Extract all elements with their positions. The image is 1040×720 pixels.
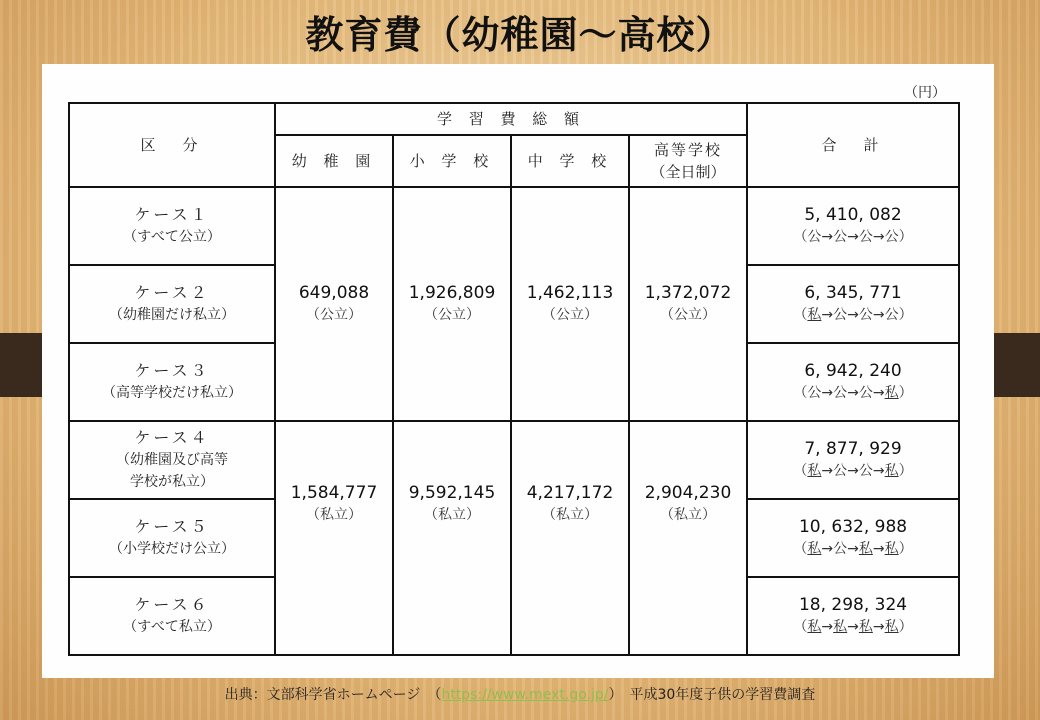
private-high-school-amount: 2,904,230 bbox=[644, 483, 732, 503]
unit-label: （円） bbox=[904, 85, 946, 101]
public-elementary-cell bbox=[393, 187, 511, 421]
header-high-school bbox=[629, 135, 747, 187]
case-4-total-cell bbox=[747, 421, 959, 499]
case-5-path: （私→公→私→私） bbox=[793, 541, 913, 557]
case-5-name: ケース５ bbox=[134, 517, 210, 536]
public-label: （公立） bbox=[424, 307, 480, 323]
private-kindergarten-cell bbox=[275, 421, 393, 655]
case-3-name: ケース３ bbox=[134, 361, 210, 380]
case-3-total: 6, 942, 240 bbox=[804, 361, 902, 381]
case-2-label bbox=[69, 265, 275, 343]
case-5-label bbox=[69, 499, 275, 577]
case-1-label bbox=[69, 187, 275, 265]
header-kindergarten: 幼 稚 園 bbox=[275, 135, 393, 187]
case-1-path: （公→公→公→公） bbox=[793, 229, 913, 245]
header-high-school-line2: （全日制） bbox=[650, 163, 726, 181]
case-4-path: （私→公→公→私） bbox=[793, 463, 913, 479]
case-4-total: 7, 877, 929 bbox=[804, 439, 902, 459]
public-kindergarten-amount: 649,088 bbox=[298, 283, 370, 303]
case-4-name: ケース４ bbox=[134, 428, 210, 447]
private-elementary-amount: 9,592,145 bbox=[408, 483, 496, 503]
case-6-label bbox=[69, 577, 275, 655]
case-1-total-cell bbox=[747, 187, 959, 265]
case-6-desc: （すべて私立） bbox=[123, 619, 221, 635]
private-label: （私立） bbox=[542, 507, 598, 523]
private-kindergarten-amount: 1,584,777 bbox=[290, 483, 378, 503]
public-high-school-amount: 1,372,072 bbox=[644, 283, 732, 303]
public-kindergarten-cell bbox=[275, 187, 393, 421]
case-1-total: 5, 410, 082 bbox=[804, 205, 902, 225]
case-3-total-cell bbox=[747, 343, 959, 421]
case-1-desc: （すべて公立） bbox=[123, 229, 221, 245]
case-2-desc: （幼稚園だけ私立） bbox=[109, 307, 235, 323]
case-3-path: （公→公→公→私） bbox=[793, 385, 913, 401]
case-5-desc: （小学校だけ公立） bbox=[109, 541, 235, 557]
case-3-label bbox=[69, 343, 275, 421]
public-elementary-amount: 1,926,809 bbox=[408, 283, 496, 303]
public-high-school-cell bbox=[629, 187, 747, 421]
case-4-label bbox=[69, 421, 275, 499]
header-elementary: 小 学 校 bbox=[393, 135, 511, 187]
case-2-total-cell bbox=[747, 265, 959, 343]
header-total-study-cost: 学 習 費 総 額 bbox=[275, 103, 747, 135]
case-3-desc: （高等学校だけ私立） bbox=[102, 385, 242, 401]
case-2-path: （私→公→公→公） bbox=[793, 307, 913, 323]
private-junior-high-cell bbox=[511, 421, 629, 655]
document-sheet bbox=[42, 64, 994, 678]
case-6-path: （私→私→私→私） bbox=[793, 619, 913, 635]
source-suffix: ） 平成30年度子供の学習費調査 bbox=[608, 687, 816, 703]
case-1-name: ケース１ bbox=[134, 205, 210, 224]
header-junior-high: 中 学 校 bbox=[511, 135, 629, 187]
header-sum: 合 計 bbox=[747, 103, 959, 187]
public-label: （公立） bbox=[306, 307, 362, 323]
public-junior-high-amount: 1,462,113 bbox=[526, 283, 614, 303]
header-category: 区 分 bbox=[69, 103, 275, 187]
case-5-total: 10, 632, 988 bbox=[798, 517, 908, 537]
private-junior-high-amount: 4,217,172 bbox=[526, 483, 614, 503]
case-4-desc-line2: 学校が私立） bbox=[130, 474, 214, 490]
case-6-name: ケース６ bbox=[134, 595, 210, 614]
private-high-school-cell bbox=[629, 421, 747, 655]
public-label: （公立） bbox=[660, 307, 716, 323]
source-link[interactable]: https://www.mext.go.jp/ bbox=[441, 687, 609, 703]
private-label: （私立） bbox=[424, 507, 480, 523]
case-6-total-cell bbox=[747, 577, 959, 655]
header-high-school-line1: 高等学校 bbox=[654, 141, 723, 159]
public-junior-high-cell bbox=[511, 187, 629, 421]
case-5-total-cell bbox=[747, 499, 959, 577]
case-2-name: ケース２ bbox=[134, 283, 210, 302]
source-prefix: 出典：文部科学省ホームページ （ bbox=[224, 687, 442, 703]
private-label: （私立） bbox=[660, 507, 716, 523]
page-title: 教育費（幼稚園～高校） bbox=[305, 13, 735, 57]
case-4-desc: （幼稚園及び高等 bbox=[116, 452, 228, 468]
public-label: （公立） bbox=[542, 307, 598, 323]
private-label: （私立） bbox=[306, 507, 362, 523]
case-6-total: 18, 298, 324 bbox=[798, 595, 908, 615]
private-elementary-cell bbox=[393, 421, 511, 655]
source-citation bbox=[0, 684, 1040, 704]
education-cost-table bbox=[68, 102, 960, 656]
case-2-total: 6, 345, 771 bbox=[804, 283, 902, 303]
